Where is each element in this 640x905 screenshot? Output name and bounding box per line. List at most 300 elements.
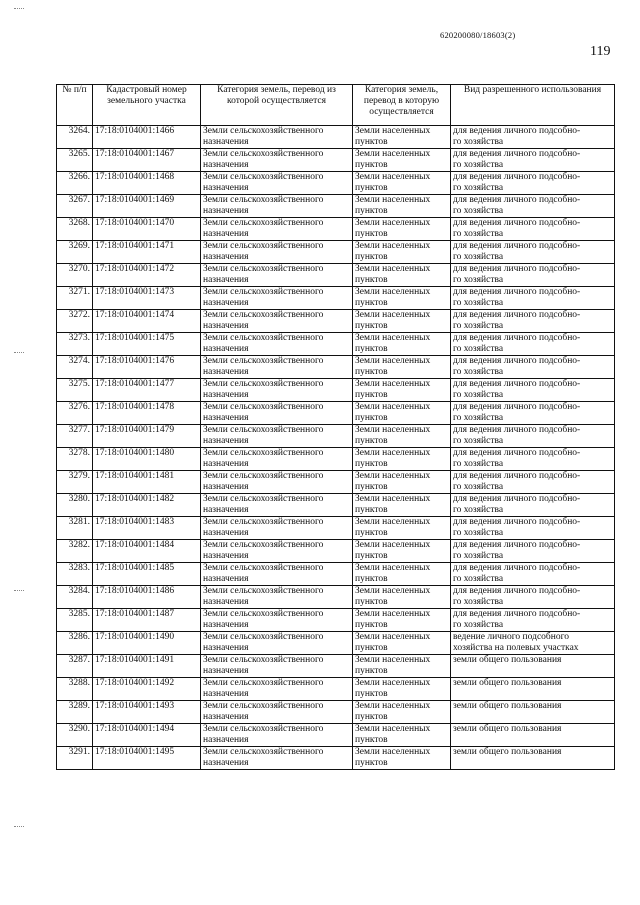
cadastral-number-cell: [93, 609, 201, 632]
category-from-cell-line: назначения: [203, 206, 249, 216]
category-to-cell: [353, 563, 451, 586]
category-from-cell-line: Земли сельскохозяйственного: [203, 379, 324, 389]
permitted-use-cell-line: земли общего пользования: [453, 747, 562, 757]
category-from-cell-line: назначения: [203, 574, 249, 584]
column-header-permitted-use: Вид разрешенного использования: [451, 85, 615, 126]
category-to-cell-line: пунктов: [355, 137, 388, 147]
category-to-cell-line: Земли населенных: [355, 195, 431, 205]
permitted-use-cell-line: для ведения личного подсобно-: [453, 287, 581, 297]
cadastral-number-cell: [93, 218, 201, 241]
row-number-cell-line: 3265.: [68, 149, 90, 159]
category-to-cell-line: пунктов: [355, 643, 388, 653]
table-row: [57, 471, 615, 494]
category-to-cell-line: пунктов: [355, 528, 388, 538]
category-to-cell-line: Земли населенных: [355, 310, 431, 320]
permitted-use-cell-line: для ведения личного подсобно-: [453, 126, 581, 136]
permitted-use-cell-line: го хозяйства: [453, 505, 504, 515]
permitted-use-cell-line: для ведения личного подсобно-: [453, 471, 581, 481]
table-row: [57, 724, 615, 747]
permitted-use-cell-line: го хозяйства: [453, 390, 504, 400]
permitted-use-cell-line: для ведения личного подсобно-: [453, 379, 581, 389]
category-from-cell-line: назначения: [203, 597, 249, 607]
permitted-use-cell-line: го хозяйства: [453, 436, 504, 446]
permitted-use-cell: [451, 402, 615, 425]
permitted-use-cell: [451, 126, 615, 149]
row-number-cell-line: 3269.: [68, 241, 90, 251]
category-from-cell-line: Земли сельскохозяйственного: [203, 655, 324, 665]
cadastral-number-cell-line: 17:18:0104001:1466: [95, 126, 175, 136]
category-to-cell: [353, 425, 451, 448]
cadastral-number-cell: [93, 379, 201, 402]
category-from-cell-line: Земли сельскохозяйственного: [203, 471, 324, 481]
category-from-cell: [201, 333, 353, 356]
permitted-use-cell-line: го хозяйства: [453, 275, 504, 285]
category-to-cell-line: Земли населенных: [355, 264, 431, 274]
table-row: [57, 655, 615, 678]
category-from-cell-line: Земли сельскохозяйственного: [203, 517, 324, 527]
cadastral-number-cell: [93, 517, 201, 540]
category-from-cell-line: Земли сельскохозяйственного: [203, 218, 324, 228]
category-to-cell: [353, 172, 451, 195]
row-number-cell: [57, 126, 93, 149]
category-to-cell-line: Земли населенных: [355, 149, 431, 159]
permitted-use-cell-line: для ведения личного подсобно-: [453, 264, 581, 274]
category-to-cell-line: Земли населенных: [355, 586, 431, 596]
cadastral-number-cell: [93, 333, 201, 356]
row-number-cell: [57, 218, 93, 241]
category-to-cell-line: Земли населенных: [355, 448, 431, 458]
category-from-cell: [201, 747, 353, 770]
permitted-use-cell-line: ведение личного подсобного: [453, 632, 569, 642]
category-from-cell-line: Земли сельскохозяйственного: [203, 747, 324, 757]
row-number-cell-line: 3267.: [68, 195, 90, 205]
category-from-cell-line: Земли сельскохозяйственного: [203, 678, 324, 688]
cadastral-number-cell-line: 17:18:0104001:1486: [95, 586, 175, 596]
category-from-cell: [201, 402, 353, 425]
permitted-use-cell-line: для ведения личного подсобно-: [453, 218, 581, 228]
category-from-cell-line: Земли сельскохозяйственного: [203, 287, 324, 297]
cadastral-number-cell-line: 17:18:0104001:1478: [95, 402, 175, 412]
row-number-cell-line: 3285.: [68, 609, 90, 619]
row-number-cell: [57, 287, 93, 310]
category-to-cell-line: Земли населенных: [355, 425, 431, 435]
permitted-use-cell-line: земли общего пользования: [453, 678, 562, 688]
permitted-use-cell-line: го хозяйства: [453, 574, 504, 584]
row-number-cell-line: 3287.: [68, 655, 90, 665]
permitted-use-cell-line: для ведения личного подсобно-: [453, 494, 581, 504]
category-to-cell: [353, 448, 451, 471]
permitted-use-cell: [451, 172, 615, 195]
cadastral-number-cell: [93, 264, 201, 287]
cadastral-number-cell-line: 17:18:0104001:1491: [95, 655, 175, 665]
permitted-use-cell: [451, 655, 615, 678]
category-to-cell: [353, 540, 451, 563]
cadastral-number-cell: [93, 172, 201, 195]
cadastral-number-cell: [93, 586, 201, 609]
permitted-use-cell-line: хозяйства на полевых участках: [453, 643, 579, 653]
table-row: [57, 586, 615, 609]
category-to-cell-line: Земли населенных: [355, 287, 431, 297]
category-to-cell-line: пунктов: [355, 344, 388, 354]
row-number-cell-line: 3270.: [68, 264, 90, 274]
category-from-cell-line: назначения: [203, 275, 249, 285]
category-from-cell-line: назначения: [203, 643, 249, 653]
category-to-cell: [353, 609, 451, 632]
category-from-cell-line: Земли сельскохозяйственного: [203, 701, 324, 711]
cadastral-number-cell-line: 17:18:0104001:1476: [95, 356, 175, 366]
row-number-cell-line: 3278.: [68, 448, 90, 458]
category-to-cell-line: пунктов: [355, 298, 388, 308]
category-from-cell: [201, 471, 353, 494]
cadastral-number-cell-line: 17:18:0104001:1477: [95, 379, 175, 389]
table-row: [57, 287, 615, 310]
permitted-use-cell-line: для ведения личного подсобно-: [453, 149, 581, 159]
permitted-use-cell: [451, 701, 615, 724]
category-from-cell-line: Земли сельскохозяйственного: [203, 172, 324, 182]
category-from-cell-line: Земли сельскохозяйственного: [203, 609, 324, 619]
table-row: [57, 126, 615, 149]
category-to-cell-line: Земли населенных: [355, 609, 431, 619]
cadastral-number-cell: [93, 425, 201, 448]
permitted-use-cell: [451, 218, 615, 241]
permitted-use-cell: [451, 563, 615, 586]
column-header-number: № п/п: [57, 85, 93, 126]
permitted-use-cell-line: го хозяйства: [453, 252, 504, 262]
category-to-cell: [353, 724, 451, 747]
row-number-cell: [57, 517, 93, 540]
cadastral-number-cell: [93, 471, 201, 494]
category-to-cell-line: пунктов: [355, 597, 388, 607]
category-from-cell: [201, 425, 353, 448]
category-from-cell-line: назначения: [203, 482, 249, 492]
category-from-cell-line: назначения: [203, 758, 249, 768]
cadastral-number-cell: [93, 241, 201, 264]
category-from-cell-line: назначения: [203, 183, 249, 193]
row-number-cell-line: 3290.: [68, 724, 90, 734]
cadastral-number-cell: [93, 632, 201, 655]
category-to-cell: [353, 218, 451, 241]
column-header-category-to: Категория земель, перевод в которую осуществляется: [353, 85, 451, 126]
category-from-cell: [201, 632, 353, 655]
category-to-cell: [353, 747, 451, 770]
table-row: [57, 701, 615, 724]
category-to-cell: [353, 333, 451, 356]
cadastral-number-cell-line: 17:18:0104001:1469: [95, 195, 175, 205]
table-row: [57, 333, 615, 356]
permitted-use-cell: [451, 586, 615, 609]
category-to-cell-line: Земли населенных: [355, 356, 431, 366]
category-to-cell: [353, 310, 451, 333]
row-number-cell-line: 3268.: [68, 218, 90, 228]
permitted-use-cell-line: го хозяйства: [453, 344, 504, 354]
category-from-cell: [201, 563, 353, 586]
permitted-use-cell-line: го хозяйства: [453, 229, 504, 239]
row-number-cell: [57, 632, 93, 655]
row-number-cell: [57, 701, 93, 724]
category-from-cell-line: назначения: [203, 689, 249, 699]
permitted-use-cell-line: для ведения личного подсобно-: [453, 517, 581, 527]
permitted-use-cell-line: для ведения личного подсобно-: [453, 241, 581, 251]
category-to-cell-line: Земли населенных: [355, 241, 431, 251]
category-from-cell-line: назначения: [203, 367, 249, 377]
cadastral-number-cell-line: 17:18:0104001:1493: [95, 701, 175, 711]
permitted-use-cell: [451, 379, 615, 402]
category-from-cell-line: Земли сельскохозяйственного: [203, 632, 324, 642]
category-to-cell-line: пунктов: [355, 413, 388, 423]
category-to-cell-line: Земли населенных: [355, 678, 431, 688]
cadastral-number-cell-line: 17:18:0104001:1471: [95, 241, 175, 251]
permitted-use-cell-line: го хозяйства: [453, 597, 504, 607]
row-number-cell-line: 3264.: [68, 126, 90, 136]
row-number-cell-line: 3284.: [68, 586, 90, 596]
category-to-cell-line: Земли населенных: [355, 563, 431, 573]
cadastral-number-cell-line: 17:18:0104001:1474: [95, 310, 175, 320]
permitted-use-cell-line: для ведения личного подсобно-: [453, 310, 581, 320]
category-to-cell-line: Земли населенных: [355, 494, 431, 504]
category-to-cell-line: пунктов: [355, 620, 388, 630]
column-header-category-from: Категория земель, перевод из которой осуществляется: [201, 85, 353, 126]
table-row: [57, 402, 615, 425]
cadastral-number-cell: [93, 356, 201, 379]
category-to-cell: [353, 678, 451, 701]
category-to-cell: [353, 402, 451, 425]
permitted-use-cell: [451, 264, 615, 287]
permitted-use-cell: [451, 540, 615, 563]
row-number-cell: [57, 356, 93, 379]
permitted-use-cell-line: для ведения личного подсобно-: [453, 448, 581, 458]
category-to-cell: [353, 195, 451, 218]
category-from-cell-line: Земли сельскохозяйственного: [203, 333, 324, 343]
page-number: 119: [590, 44, 611, 59]
cadastral-number-cell-line: 17:18:0104001:1480: [95, 448, 175, 458]
category-from-cell-line: назначения: [203, 413, 249, 423]
table-row: [57, 149, 615, 172]
row-number-cell: [57, 747, 93, 770]
category-to-cell-line: Земли населенных: [355, 218, 431, 228]
row-number-cell: [57, 172, 93, 195]
category-to-cell-line: Земли населенных: [355, 402, 431, 412]
category-to-cell-line: пунктов: [355, 275, 388, 285]
cadastral-number-cell: [93, 494, 201, 517]
permitted-use-cell-line: для ведения личного подсобно-: [453, 609, 581, 619]
cadastral-number-cell-line: 17:18:0104001:1495: [95, 747, 175, 757]
cadastral-number-cell: [93, 655, 201, 678]
row-number-cell: [57, 195, 93, 218]
permitted-use-cell: [451, 747, 615, 770]
category-from-cell-line: Земли сельскохозяйственного: [203, 126, 324, 136]
row-number-cell: [57, 310, 93, 333]
category-to-cell-line: пунктов: [355, 390, 388, 400]
table-row: [57, 218, 615, 241]
row-number-cell: [57, 609, 93, 632]
category-from-cell: [201, 218, 353, 241]
category-from-cell-line: назначения: [203, 252, 249, 262]
row-number-cell: [57, 448, 93, 471]
category-from-cell: [201, 678, 353, 701]
cadastral-number-cell-line: 17:18:0104001:1472: [95, 264, 175, 274]
category-from-cell-line: Земли сельскохозяйственного: [203, 724, 324, 734]
permitted-use-cell: [451, 241, 615, 264]
category-to-cell-line: Земли населенных: [355, 517, 431, 527]
table-row: [57, 356, 615, 379]
category-from-cell: [201, 494, 353, 517]
row-number-cell-line: 3271.: [68, 287, 90, 297]
category-from-cell-line: Земли сельскохозяйственного: [203, 586, 324, 596]
permitted-use-cell-line: го хозяйства: [453, 482, 504, 492]
table-row: [57, 494, 615, 517]
category-from-cell-line: назначения: [203, 551, 249, 561]
category-to-cell-line: Земли населенных: [355, 540, 431, 550]
category-from-cell: [201, 448, 353, 471]
table-row: [57, 172, 615, 195]
permitted-use-cell-line: для ведения личного подсобно-: [453, 586, 581, 596]
permitted-use-cell-line: для ведения личного подсобно-: [453, 333, 581, 343]
column-header-cadastral-number: Кадастровый номер земельного участка: [93, 85, 201, 126]
category-from-cell-line: назначения: [203, 735, 249, 745]
cadastral-number-cell-line: 17:18:0104001:1468: [95, 172, 175, 182]
cadastral-number-cell-line: 17:18:0104001:1473: [95, 287, 175, 297]
category-from-cell-line: назначения: [203, 390, 249, 400]
row-number-cell: [57, 425, 93, 448]
category-from-cell: [201, 724, 353, 747]
cadastral-number-cell: [93, 724, 201, 747]
permitted-use-cell-line: го хозяйства: [453, 206, 504, 216]
category-to-cell: [353, 471, 451, 494]
permitted-use-cell-line: го хозяйства: [453, 367, 504, 377]
permitted-use-cell: [451, 632, 615, 655]
permitted-use-cell: [451, 356, 615, 379]
permitted-use-cell-line: для ведения личного подсобно-: [453, 540, 581, 550]
category-to-cell-line: пунктов: [355, 505, 388, 515]
row-number-cell-line: 3273.: [68, 333, 90, 343]
category-from-cell: [201, 356, 353, 379]
category-to-cell-line: пунктов: [355, 183, 388, 193]
category-to-cell-line: пунктов: [355, 160, 388, 170]
permitted-use-cell-line: го хозяйства: [453, 620, 504, 630]
cadastral-number-cell-line: 17:18:0104001:1481: [95, 471, 175, 481]
cadastral-number-cell: [93, 402, 201, 425]
cadastral-number-cell-line: 17:18:0104001:1467: [95, 149, 175, 159]
permitted-use-cell-line: го хозяйства: [453, 137, 504, 147]
category-from-cell-line: Земли сельскохозяйственного: [203, 563, 324, 573]
table-row: [57, 540, 615, 563]
category-from-cell: [201, 172, 353, 195]
category-from-cell-line: назначения: [203, 229, 249, 239]
table-row: [57, 379, 615, 402]
category-from-cell: [201, 264, 353, 287]
row-number-cell-line: 3272.: [68, 310, 90, 320]
cadastral-number-cell: [93, 310, 201, 333]
category-to-cell: [353, 356, 451, 379]
row-number-cell-line: 3281.: [68, 517, 90, 527]
row-number-cell: [57, 379, 93, 402]
category-from-cell: [201, 517, 353, 540]
category-from-cell-line: Земли сельскохозяйственного: [203, 195, 324, 205]
row-number-cell: [57, 540, 93, 563]
permitted-use-cell: [451, 448, 615, 471]
category-from-cell: [201, 310, 353, 333]
category-to-cell-line: пунктов: [355, 367, 388, 377]
category-from-cell-line: Земли сельскохозяйственного: [203, 149, 324, 159]
category-from-cell: [201, 287, 353, 310]
permitted-use-cell-line: для ведения личного подсобно-: [453, 172, 581, 182]
permitted-use-cell: [451, 195, 615, 218]
table-row: [57, 678, 615, 701]
row-number-cell: [57, 264, 93, 287]
cadastral-number-cell: [93, 448, 201, 471]
permitted-use-cell: [451, 724, 615, 747]
category-to-cell-line: пунктов: [355, 436, 388, 446]
table-row: [57, 195, 615, 218]
category-from-cell: [201, 149, 353, 172]
cadastral-number-cell: [93, 149, 201, 172]
cadastral-number-cell-line: 17:18:0104001:1494: [95, 724, 175, 734]
margin-mark: [14, 590, 24, 593]
permitted-use-cell: [451, 471, 615, 494]
category-from-cell: [201, 586, 353, 609]
category-from-cell-line: Земли сельскохозяйственного: [203, 448, 324, 458]
cadastral-number-cell-line: 17:18:0104001:1483: [95, 517, 175, 527]
permitted-use-cell-line: для ведения личного подсобно-: [453, 425, 581, 435]
category-to-cell-line: пунктов: [355, 689, 388, 699]
row-number-cell-line: 3277.: [68, 425, 90, 435]
permitted-use-cell-line: го хозяйства: [453, 413, 504, 423]
category-to-cell: [353, 149, 451, 172]
permitted-use-cell: [451, 149, 615, 172]
document-id: 620200080/18603(2): [440, 30, 516, 40]
category-to-cell-line: пунктов: [355, 712, 388, 722]
row-number-cell: [57, 494, 93, 517]
category-from-cell-line: Земли сельскохозяйственного: [203, 356, 324, 366]
category-to-cell: [353, 655, 451, 678]
category-from-cell-line: Земли сельскохозяйственного: [203, 402, 324, 412]
row-number-cell-line: 3279.: [68, 471, 90, 481]
category-to-cell: [353, 241, 451, 264]
category-from-cell-line: назначения: [203, 505, 249, 515]
row-number-cell: [57, 724, 93, 747]
permitted-use-cell: [451, 494, 615, 517]
cadastral-number-cell-line: 17:18:0104001:1492: [95, 678, 175, 688]
category-from-cell-line: назначения: [203, 620, 249, 630]
category-to-cell-line: пунктов: [355, 252, 388, 262]
category-to-cell: [353, 287, 451, 310]
table-row: [57, 264, 615, 287]
permitted-use-cell-line: земли общего пользования: [453, 724, 562, 734]
category-to-cell: [353, 494, 451, 517]
category-to-cell: [353, 586, 451, 609]
category-from-cell-line: Земли сельскохозяйственного: [203, 241, 324, 251]
permitted-use-cell-line: го хозяйства: [453, 528, 504, 538]
permitted-use-cell-line: го хозяйства: [453, 551, 504, 561]
category-to-cell-line: пунктов: [355, 666, 388, 676]
category-from-cell: [201, 241, 353, 264]
category-to-cell-line: пунктов: [355, 574, 388, 584]
row-number-cell: [57, 333, 93, 356]
category-to-cell-line: пунктов: [355, 735, 388, 745]
row-number-cell: [57, 586, 93, 609]
row-number-cell: [57, 563, 93, 586]
category-from-cell: [201, 655, 353, 678]
category-to-cell-line: Земли населенных: [355, 126, 431, 136]
cadastral-number-cell: [93, 747, 201, 770]
table-row: [57, 747, 615, 770]
row-number-cell: [57, 678, 93, 701]
permitted-use-cell: [451, 425, 615, 448]
row-number-cell: [57, 402, 93, 425]
cadastral-number-cell: [93, 678, 201, 701]
permitted-use-cell-line: для ведения личного подсобно-: [453, 195, 581, 205]
category-to-cell: [353, 126, 451, 149]
